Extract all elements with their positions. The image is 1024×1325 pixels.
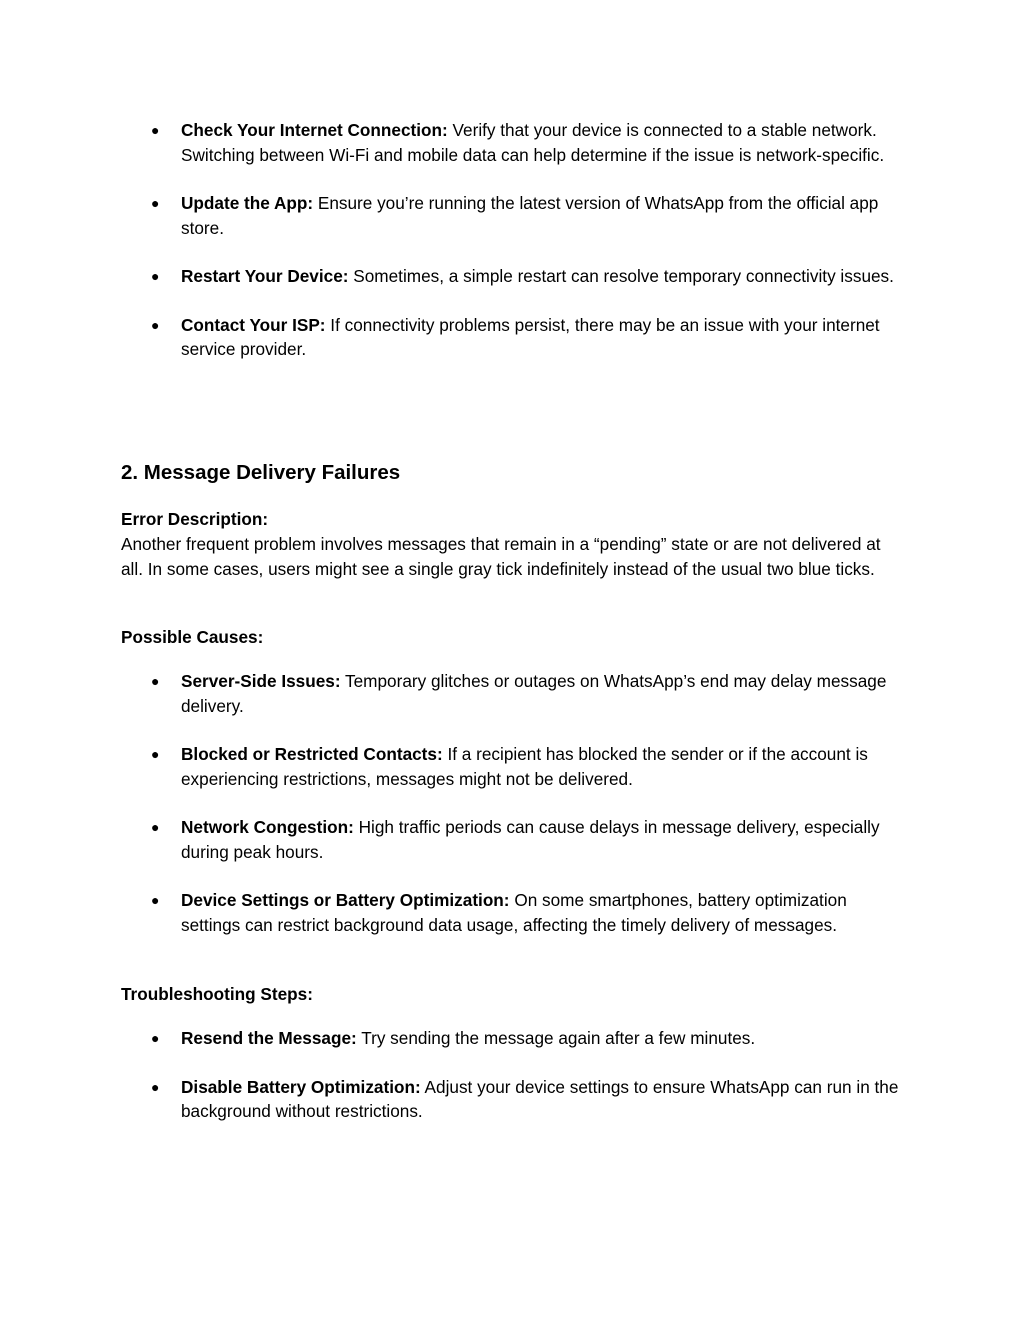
list-item: ● Resend the Message: Try sending the message again after a few minutes. bbox=[121, 1026, 906, 1051]
error-description-text: Another frequent problem involves messages that remain in a “pending” state or are not delivered at all. In some cases, users might see a single gray tick indefinitely instead of the usual two blue ticks. bbox=[121, 534, 881, 579]
possible-causes-label: Possible Causes: bbox=[121, 627, 264, 647]
list-item: ● Check Your Internet Connection: Verify that your device is connected to a stable network. Switching between Wi-Fi and mobile data can help determine if the issue is network-specific. bbox=[151, 120, 885, 165]
bullet-icon: ● bbox=[151, 195, 160, 211]
connection-tips-list bbox=[121, 118, 906, 386]
bullet-icon: ● bbox=[151, 673, 160, 689]
list-item: ● Blocked or Restricted Contacts: If a recipient has blocked the sender or if the account is experiencing restrictions, messages might not be delivered. bbox=[151, 744, 868, 789]
bullet-icon: ● bbox=[151, 268, 160, 284]
possible-causes-list bbox=[121, 669, 906, 961]
list-item: ● Disable Battery Optimization: Adjust your device settings to ensure WhatsApp can run in the background without restrictions. bbox=[151, 1076, 899, 1121]
bullet-icon: ● bbox=[151, 746, 160, 762]
troubleshooting-steps-list bbox=[121, 1026, 906, 1148]
bullet-icon: ● bbox=[151, 1078, 160, 1095]
list-item: ● Network Congestion: High traffic periods can cause delays in message delivery, especially during peak hours. bbox=[151, 817, 880, 862]
section-heading: 2. Message Delivery Failures bbox=[121, 461, 401, 484]
list-item: ● Restart Your Device: Sometimes, a simple restart can resolve temporary connectivity issues. bbox=[121, 264, 906, 289]
list-item: ● Device Settings or Battery Optimization: On some smartphones, battery optimization settings can restrict background data usage, affecting the timely delivery of messages. bbox=[151, 890, 847, 935]
error-description-label: Error Description: bbox=[121, 509, 269, 529]
list-item: ● Server-Side Issues: Temporary glitches or outages on WhatsApp’s end may delay message delivery. bbox=[151, 671, 887, 716]
bullet-icon: ● bbox=[151, 892, 160, 908]
list-item: ● Update the App: Ensure you’re running the latest version of WhatsApp from the official app store. bbox=[151, 193, 879, 238]
troubleshooting-steps-label: Troubleshooting Steps: bbox=[121, 984, 313, 1004]
bullet-icon: ● bbox=[151, 1030, 160, 1046]
bullet-icon: ● bbox=[151, 316, 160, 333]
bullet-icon: ● bbox=[151, 819, 160, 835]
list-item: ● Contact Your ISP: If connectivity problems persist, there may be an issue with your internet service provider. bbox=[151, 314, 880, 359]
bullet-icon: ● bbox=[151, 122, 160, 138]
document-page bbox=[121, 0, 906, 1325]
